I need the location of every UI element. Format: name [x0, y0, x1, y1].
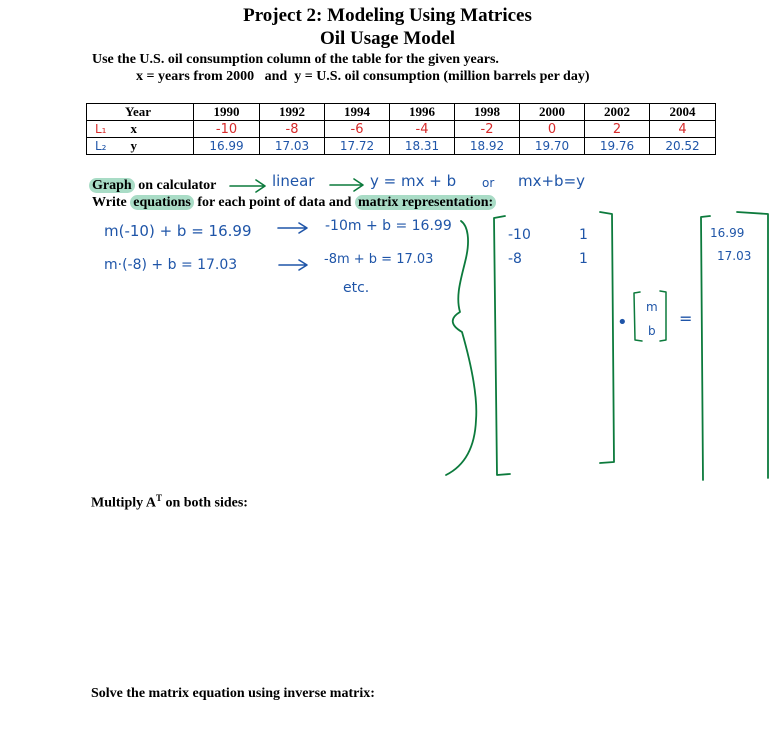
hw-equation-ymxb: y = mx + b: [370, 172, 457, 190]
var-vector-entry: m: [646, 300, 658, 314]
write-middle: for each point of data and: [193, 195, 355, 210]
y-cell: 20.52: [650, 138, 716, 155]
hw-etc: etc.: [343, 280, 370, 296]
x-cell: -8: [260, 121, 325, 138]
matrix-a-entry: 1: [579, 227, 588, 243]
year-cell: 1994: [325, 104, 390, 121]
var-vector-entry: b: [648, 324, 656, 338]
arrow-eq1-icon: [278, 223, 307, 233]
y-cell: 17.03: [260, 138, 325, 155]
matrix-representation-highlight: matrix representation:: [355, 195, 496, 210]
rhs-vector-entry: 17.03: [717, 249, 752, 263]
list-mark-l2: L₂: [95, 139, 107, 153]
matrix-a-entry: -10: [508, 227, 531, 243]
var-vector-right-bracket-icon: [660, 291, 666, 341]
graph-rest: on calculator: [134, 178, 217, 193]
rhs-left-bracket-icon: [701, 216, 710, 480]
x-cell: 2: [585, 121, 650, 138]
hw-eq2-right: -8m + b = 17.03: [324, 252, 434, 267]
x-cell: -2: [455, 121, 520, 138]
hw-linear: linear: [272, 172, 315, 190]
x-label: x: [130, 121, 137, 136]
hw-eq1-right: -10m + b = 16.99: [325, 218, 452, 234]
matrix-a-entry: -8: [508, 251, 522, 267]
write-prefix: Write: [92, 195, 131, 210]
equations-highlight: equations: [130, 195, 194, 210]
multiply-rest: on both sides:: [161, 495, 248, 511]
graph-word-highlight: Graph: [89, 178, 135, 193]
solve-instruction: Solve the matrix equation using inverse matrix:: [91, 686, 375, 701]
arrow-eq2-icon: [279, 260, 307, 270]
y-cell: 19.70: [520, 138, 585, 155]
matrix-a-entry: 1: [579, 251, 588, 267]
y-cell: 18.92: [455, 138, 520, 155]
year-cell: 2002: [585, 104, 650, 121]
x-cell: -10: [194, 121, 260, 138]
x-cell: -4: [390, 121, 455, 138]
rhs-vector-entry: 16.99: [710, 226, 745, 240]
matrix-dot: •: [617, 312, 628, 333]
multiply-text: Multiply A: [91, 495, 156, 511]
arrow-to-equation-icon: [330, 179, 363, 191]
hw-eq2-left: m·(-8) + b = 17.03: [104, 257, 238, 273]
year-cell: 2000: [520, 104, 585, 121]
left-brace-icon: [446, 221, 476, 475]
year-cell: 1992: [260, 104, 325, 121]
year-cell: 1998: [455, 104, 520, 121]
year-cell: 1990: [194, 104, 260, 121]
matrix-a-left-bracket-icon: [494, 216, 510, 475]
var-vector-left-bracket-icon: [634, 292, 642, 341]
y-cell: 18.31: [390, 138, 455, 155]
rhs-right-bracket-icon: [737, 212, 768, 478]
x-definition: x = years from 2000: [136, 69, 255, 84]
x-cell: 0: [520, 121, 585, 138]
arrow-to-linear-icon: [230, 180, 265, 192]
year-cell: 2004: [650, 104, 716, 121]
x-cell: -6: [325, 121, 390, 138]
y-definition: y = U.S. oil consumption (million barrels per day): [294, 69, 590, 84]
y-label: y: [130, 138, 137, 153]
transpose-sup: T: [155, 493, 162, 503]
hw-or: or: [482, 176, 495, 190]
page-title: Project 2: Modeling Using Matrices: [243, 5, 532, 26]
hw-equation-mxby: mx+b=y: [518, 172, 586, 190]
y-cell: 19.76: [585, 138, 650, 155]
y-cell: 17.72: [325, 138, 390, 155]
multiply-instruction: [91, 493, 248, 512]
y-cell: 16.99: [194, 138, 260, 155]
hw-eq1-left: m(-10) + b = 16.99: [104, 222, 252, 240]
and-word: and: [264, 69, 288, 84]
page-subtitle: Oil Usage Model: [319, 28, 456, 49]
year-cell: 1996: [390, 104, 455, 121]
x-cell: 4: [650, 121, 716, 138]
equals-sign: =: [679, 309, 693, 328]
year-header: Year: [87, 104, 194, 121]
matrix-a-right-bracket-icon: [600, 212, 614, 463]
instruction-text: Use the U.S. oil consumption column of the table for the given years.: [92, 52, 499, 67]
list-mark-l1: L₁: [95, 122, 107, 136]
